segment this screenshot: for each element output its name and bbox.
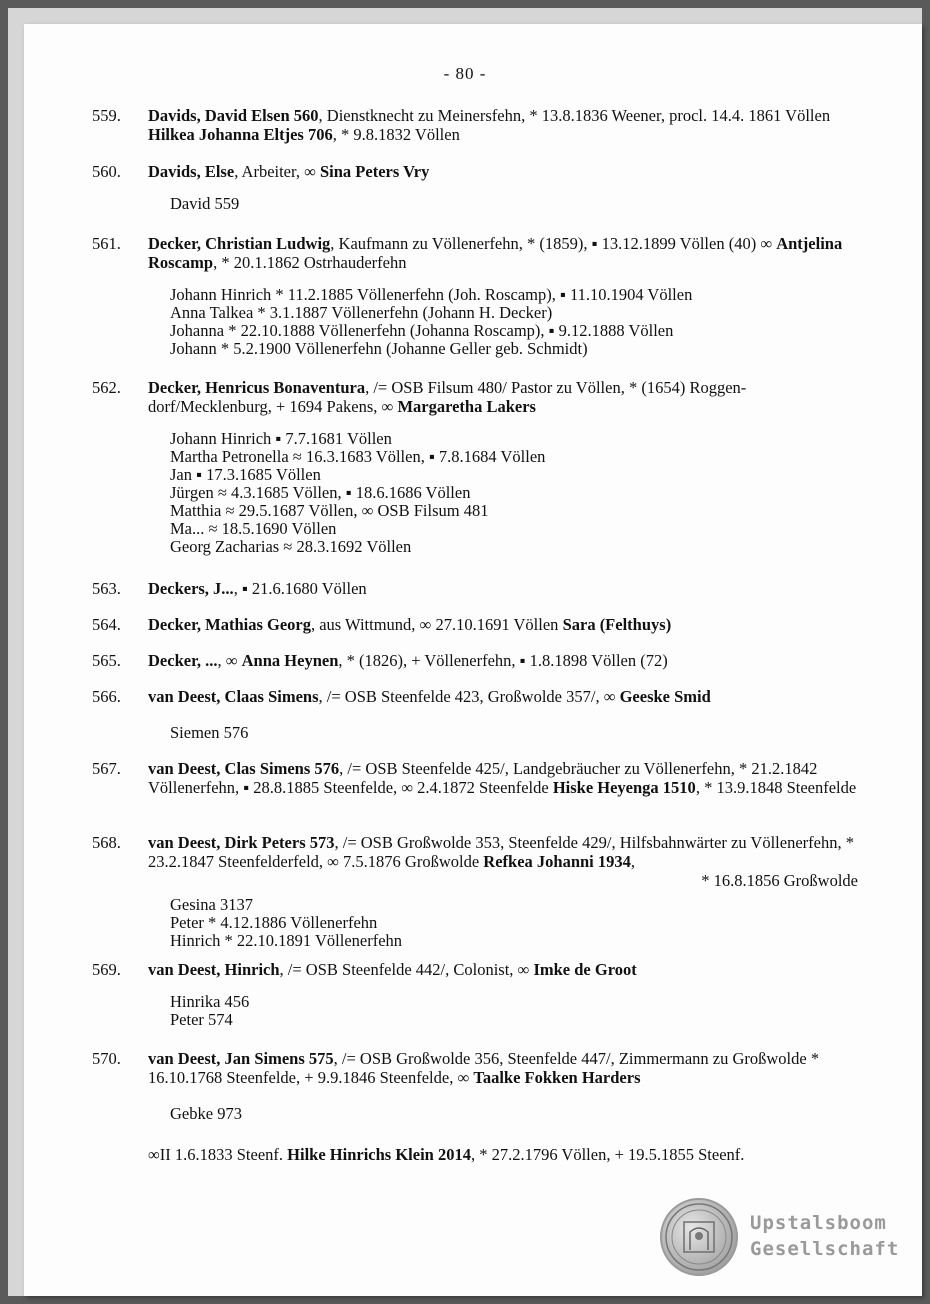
entry-560 (92, 162, 860, 213)
child-line: Ma... ≈ 18.5.1690 Völlen (170, 519, 337, 538)
children-list (170, 195, 860, 213)
entry-number: 568. (92, 833, 121, 852)
entry-568 (92, 833, 860, 950)
entry-559 (92, 106, 860, 144)
entry-text-right: * 16.8.1856 Großwolde (701, 871, 858, 890)
entry-561 (92, 234, 860, 358)
child-line: Gesina 3137 (170, 895, 253, 914)
entry-566 (92, 687, 860, 742)
entry-number: 561. (92, 234, 121, 253)
entry-563 (92, 579, 860, 598)
seal-icon (660, 1198, 738, 1276)
child-line: Hinrich * 22.10.1891 Völlenerfehn (170, 931, 403, 950)
entry-565 (92, 651, 860, 670)
child-line: Johanna * 22.10.1888 Völlenerfehn (Johanna Roscamp), ▪ 9.12.1888 Völlen (170, 321, 674, 340)
children-list (170, 724, 860, 742)
entry-text: Deckers, J..., ▪ 21.6.1680 Völlen (148, 579, 367, 598)
child-line: Hinrika 456 (170, 992, 250, 1011)
child-line: Matthia ≈ 29.5.1687 Völlen, ∞ OSB Filsum 481 (170, 501, 489, 520)
children-list (170, 430, 860, 556)
entry-569 (92, 960, 860, 1029)
children-list (170, 286, 860, 358)
child-line: Martha Petronella ≈ 16.3.1683 Völlen, ▪ 7.8.1684 Völlen (170, 447, 546, 466)
entry-number: 563. (92, 579, 121, 598)
entry-number: 569. (92, 960, 121, 979)
entry-text: van Deest, Clas Simens 576, /= OSB Steenfelde 425/, Landgebräucher zu Völlenerfehn, * 21.2.1842 Völlenerfehn, ▪ 28.8.1885 Steenfelde, ∞ 2.4.1872 Steenfelde Hiske Heyenga 1510, * 13.9.1848 Steenfelde (148, 759, 857, 797)
child-line: David 559 (170, 194, 240, 213)
child-line: Siemen 576 (170, 723, 249, 742)
entry-567 (92, 759, 860, 797)
entry-number: 567. (92, 759, 121, 778)
entry-text: Decker, Christian Ludwig, Kaufmann zu Völlenerfehn, * (1859), ▪ 13.12.1899 Völlen (40) ∞ Antjelina Roscamp, * 20.1.1862 Ostrhauderfehn (148, 234, 843, 272)
entry-570 (92, 1049, 860, 1164)
entry-text: Decker, ..., ∞ Anna Heynen, * (1826), + Völlenerfehn, ▪ 1.8.1898 Völlen (72) (148, 651, 668, 670)
entry-number: 565. (92, 651, 121, 670)
entry-562 (92, 378, 860, 556)
child-line: Johann Hinrich ▪ 7.7.1681 Völlen (170, 429, 392, 448)
child-line: Gebke 973 (170, 1104, 242, 1123)
child-line: Johann * 5.2.1900 Völlenerfehn (Johanne Geller geb. Schmidt) (170, 339, 588, 358)
entry-text: Decker, Henricus Bonaventura, /= OSB Filsum 480/ Pastor zu Völlen, * (1654) Roggen-dorf/Mecklenburg, + 1694 Pakens, ∞ Margaretha Lakers (148, 378, 747, 416)
child-line: Peter 574 (170, 1010, 233, 1029)
logo-line1: Upstalsboom (750, 1212, 887, 1234)
entry-564 (92, 615, 860, 634)
entry-number: 562. (92, 378, 121, 397)
entry-number: 570. (92, 1049, 121, 1068)
entry-text: Davids, David Elsen 560, Dienstknecht zu Meinersfehn, * 13.8.1836 Weener, procl. 14.4. 1861 Völlen Hilkea Johanna Eltjes 706, * 9.8.1832 Völlen (148, 106, 831, 144)
entry-number: 560. (92, 162, 121, 181)
entry-text: van Deest, Hinrich, /= OSB Steenfelde 442/, Colonist, ∞ Imke de Groot (148, 960, 637, 979)
children-list (170, 896, 860, 950)
second-marriage: ∞II 1.6.1833 Steenf. Hilke Hinrichs Klein 2014, * 27.2.1796 Völlen, + 19.5.1855 Steenf. (148, 1145, 745, 1164)
logo-line2: Gesellschaft (750, 1238, 900, 1260)
child-line: Anna Talkea * 3.1.1887 Völlenerfehn (Johann H. Decker) (170, 303, 553, 322)
entry-number: 566. (92, 687, 121, 706)
entry-text: Decker, Mathias Georg, aus Wittmund, ∞ 27.10.1691 Völlen Sara (Felthuys) (148, 615, 672, 634)
upstalsboom-logo (658, 1198, 908, 1278)
child-line: Georg Zacharias ≈ 28.3.1692 Völlen (170, 537, 412, 556)
child-line: Jürgen ≈ 4.3.1685 Völlen, ▪ 18.6.1686 Völlen (170, 483, 471, 502)
children-list (170, 1105, 860, 1123)
entry-number: 564. (92, 615, 121, 634)
children-list (170, 993, 860, 1029)
entry-text: van Deest, Claas Simens, /= OSB Steenfelde 423, Großwolde 357/, ∞ Geeske Smid (148, 687, 711, 706)
entry-text: Davids, Else, Arbeiter, ∞ Sina Peters Vry (148, 162, 430, 181)
entry-number: 559. (92, 106, 121, 125)
child-line: Johann Hinrich * 11.2.1885 Völlenerfehn (Joh. Roscamp), ▪ 11.10.1904 Völlen (170, 285, 693, 304)
entry-text: van Deest, Dirk Peters 573, /= OSB Großwolde 353, Steenfelde 429/, Hilfsbahnwärter zu Völlenerfehn, * 23.2.1847 Steenfelderfeld, ∞ 7.5.1876 Großwolde Refkea Johanni 1934, (148, 833, 854, 871)
child-line: Jan ▪ 17.3.1685 Völlen (170, 465, 321, 484)
entry-text: van Deest, Jan Simens 575, /= OSB Großwolde 356, Steenfelde 447/, Zimmermann zu Großwolde * 16.10.1768 Steenfelde, + 9.9.1846 Steenfelde, ∞ Taalke Fokken Harders (148, 1049, 820, 1087)
child-line: Peter * 4.12.1886 Völlenerfehn (170, 913, 378, 932)
page-number: - 80 - (443, 64, 487, 83)
